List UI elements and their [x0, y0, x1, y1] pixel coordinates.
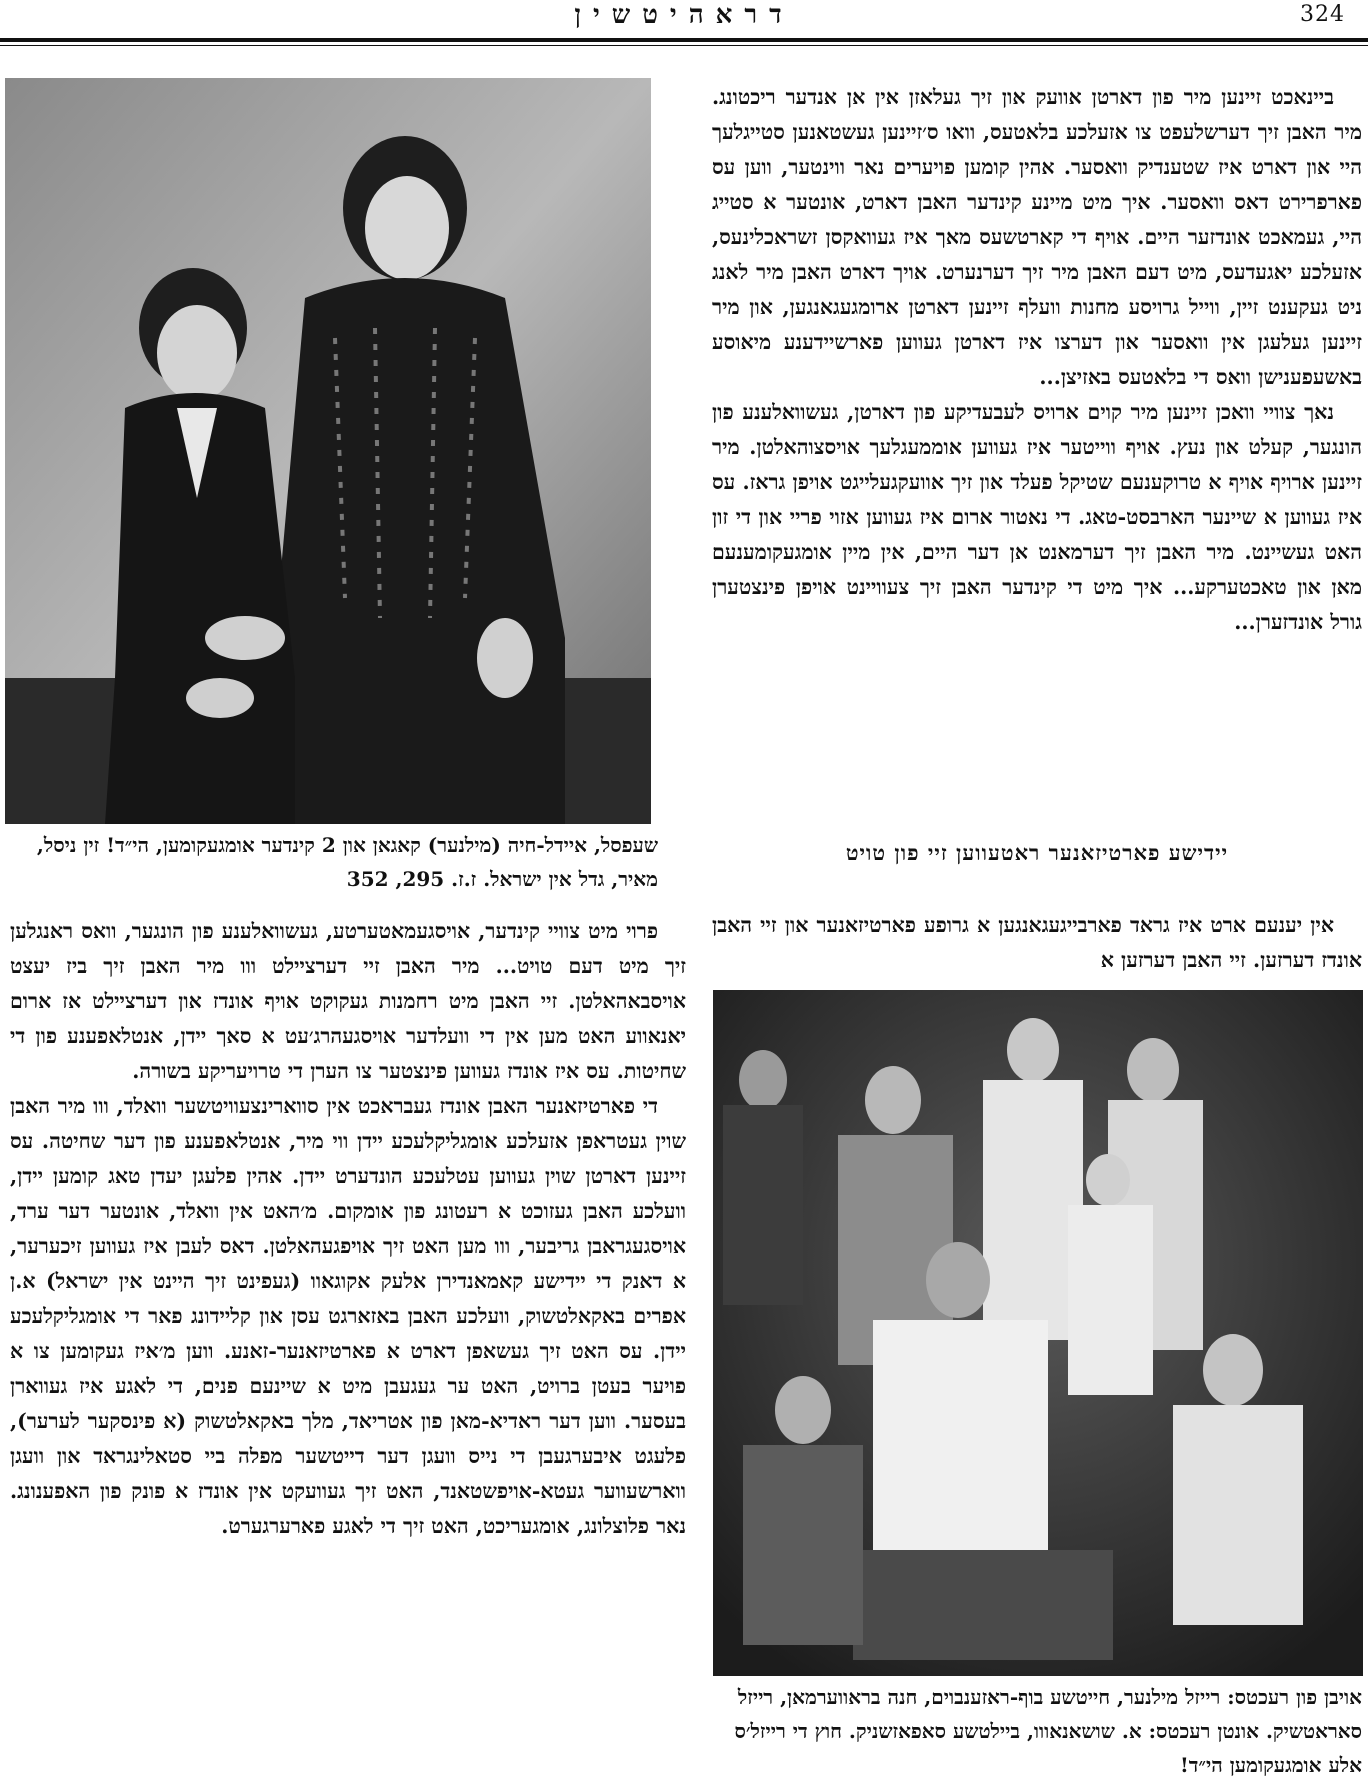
- group-photo-image: [713, 990, 1363, 1676]
- article-paragraph: נאך צוויי וואכן זיינען מיר קוים ארויס לעבעדיקע פון דארטן, געשוואלענע פון הונגער, קעלט און נעץ. אויף ווייטער איז געווען אוממעגלעך אויסצוהאלטן. מיר זיינען ארויף אויף א טרוקענעם שטיקל פעלד און זיך אוועקגעלייגט אויפן גראז. עס איז געווען א שיינער הארבסט-טאג. די נאטור ארום איז געווען אזוי פריי און די זון האט געשיינט. מיר האבן זיך דערמאנט אן דער היים, אין מיין אומגעקומענעם מאן און טאכטערקע... איך מיט די קינדער האבן זיך צעוויינט אויפן פינצטערן גורל אונדזערן...: [712, 400, 1363, 634]
- portrait-photo: [5, 78, 651, 824]
- page-number: 324: [1300, 2, 1345, 27]
- header-rule-thin: [0, 45, 1368, 46]
- article-column-left: [10, 914, 686, 1544]
- article-paragraph: ביינאכט זיינען מיר פון דארטן אוועק און זיך געלאזן אין אן אנדער ריכטונג. מיר האבן זיך דערשלעפט צו אזעלכע בלאטעס, וואו ס׳זיינען געשטאנען סטייגלעך היי און דארט איז שטענדיק וואסער. אהין קומען פויערים נאר ווינטער, ווען עס פארפרירט דאס וואסער. איך מיט מיינע קינדער האבן דארט, אונטער א סטייג היי, געמאכט אונדזער היים. אויף די קארטשעס מאך איז געוואקסן זשראכלינעס, אזעלכע יאגעדעס, מיט דעם האבן מיר זיך דערנערט. אויך דארט האבן מיר לאנג ניט געקענט זיין, ווייל גרויסע מחנות וועלף זיינען דארטן ארומגעגאנגען, און מיר זיינען געלעגן אין וואסער און דערצו איז דארטן געווען פארשיידענע מיאוסע באשעפענישן וואס די בלאטעס באזיצן...: [712, 85, 1362, 389]
- article-paragraph: די פארטיזאנער האבן אונדז געבראכט אין סווארינצעוויטשער וואלד, ווו מיר האבן שוין געטראפן אזעלכע אומגליקלעכע יידן ווי מיר, אנטלאפענע פון דער שחיטה. עס זיינען דארטן שוין געווען עטלעכע הונדערט יידן. אהין פלעגן יעדן טאג קומען יידן, וועלכע האבן געזוכט א רעטונג פון אומקום. מ׳האט אין וואלד, אונטער דער ערד, אויסגעגראבן גריבער, ווו מען האט זיך אויפגעהאלטן. דאס לעבן איז געווען זיכערער, א דאנק די יידישע קאמאנדירן אלעק אקוגאוו (געפינט זיך היינט אין ישראל) א.ן אפרים באקאלטשוק, וועלכע האבן באזארגט עסן און קליידונג פאר די אומגליקלעכע יידן. עס האט זיך געשאפן דארט א פארטיזאנער-זאנע. ווען מ׳איז געקומען צו א פויער בעטן ברויט, האט ער געגעבן מיט א שיינעם פנים, די לאגע איז געווארן בעסער. ווען דער ראדיא-מאן פון אטריאד, מלך באקאלטשוק (א פינסקער לערער), פלעגט איבערגעבן די נייס וועגן דער דייטשער מפלה ביי סטאלינגראד און וועגן ווארשעווער געטא-אויפשטאנד, האט זיך געוועקט אין אונדז א פונק פון האפענונג. נאר פלוצלונג, אומגעריכט, האט זיך די לאגע פארערגערט.: [10, 1094, 686, 1538]
- page-header: [0, 0, 1368, 40]
- header-rule-thick: [0, 38, 1368, 42]
- running-title: דראהיטשין: [574, 0, 794, 30]
- article-paragraph: אין יענעם ארט איז גראד פארבייגעגאנגען א גרופע פארטיזאנער און זיי האבן אונדז דערזען. זיי האבן דערזען א: [712, 913, 1362, 972]
- article-column-right-top: [712, 80, 1362, 640]
- section-heading: יידישע פארטיזאנער ראטעווען זיי פון טויט: [845, 840, 1229, 865]
- article-column-right-mid: [712, 908, 1362, 978]
- portrait-photo-caption: שעפסל, איידל-חיה (מילנער) קאגאן און 2 קינדער אומגעקומען, הי״ד! זין ניסל, מאיר, גדל אין ישראל. ז.ז. 295, 352: [36, 833, 658, 891]
- group-photo: [713, 990, 1363, 1676]
- portrait-photo-image: [5, 78, 651, 824]
- group-photo-caption: אויבן פון רעכטס: רייזל מילנער, חייטשע בוף-ראזענבוים, חנה בראווערמאן, רייזל סאראטשיק. אונטן רעכטס: א. שושאנאווו, ביילטשע סאפאזשניק. חוץ די רייזל׳ס אלע אומגעקומען הי״ד!: [734, 1685, 1362, 1777]
- article-paragraph: פרוי מיט צוויי קינדער, אויסגעמאטערטע, געשוואלענע פון הונגער, וואס ראנגלען זיך מיט דעם טויט... מיר האבן זיי דערציילט ווו מיר האבן זיך ביז יעצט אויסבאהאלטן. זיי האבן מיט רחמנות געקוקט אויף אונדז און דערציילט אז ארום יאנאווע האט מען אין די וועלדער אויסגעהרג׳עט א סאך יידן, אנטלאפענע פון די שחיטות. עס איז אונדז געווען פינצטער צו הערן די טרויעריקע בשורה.: [10, 919, 686, 1083]
